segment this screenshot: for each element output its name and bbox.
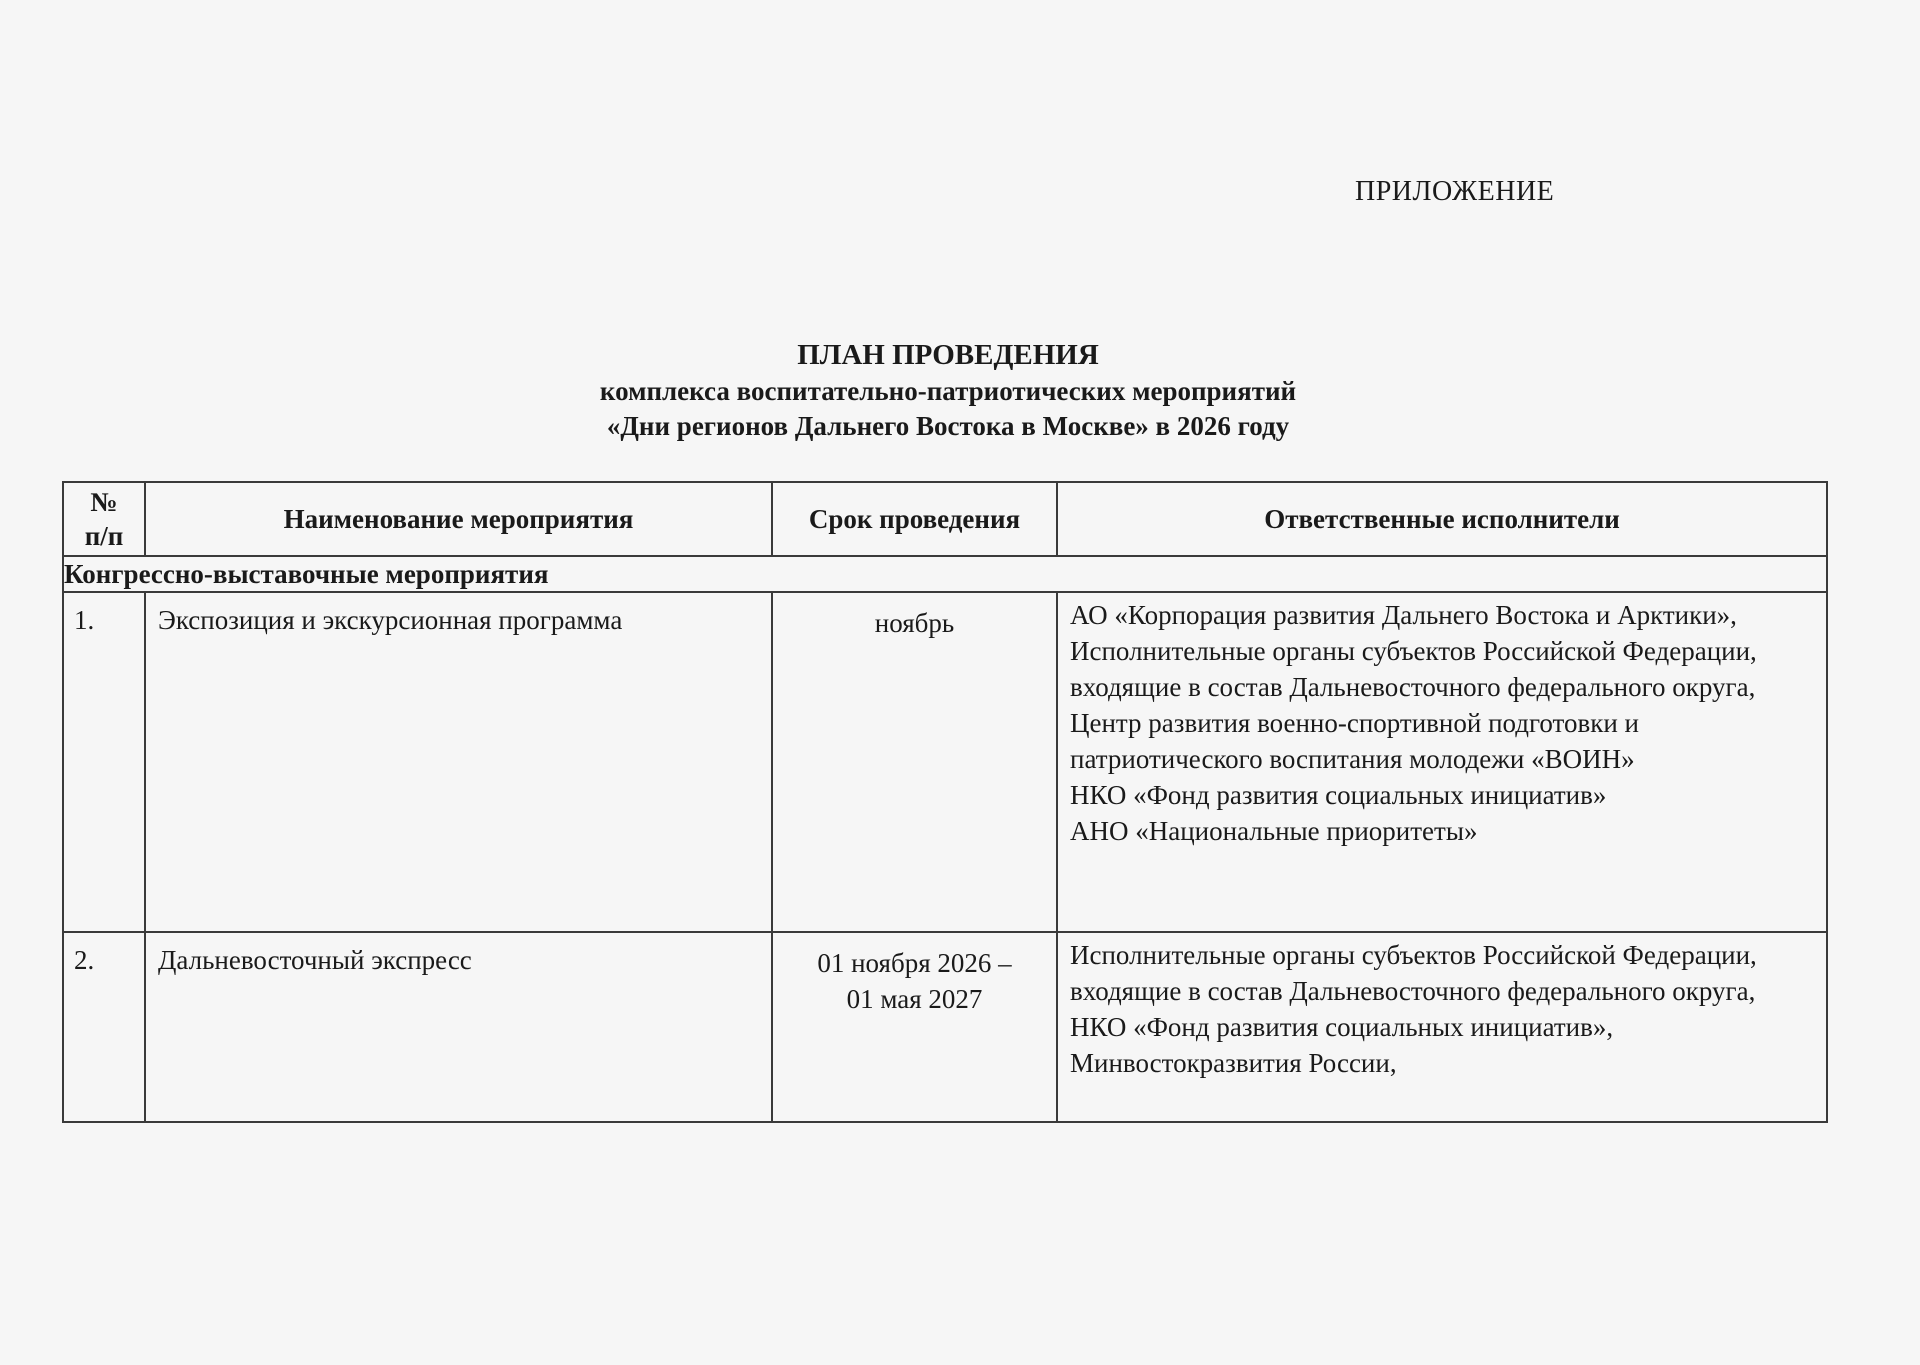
row-date: [772, 932, 1057, 1122]
header-num: [63, 482, 145, 556]
row-date: [772, 592, 1057, 932]
title-line-3: «Дни регионов Дальнего Востока в Москве» в 2026 году: [606, 411, 1290, 441]
header-num-line2: п/п: [84, 521, 124, 551]
header-responsible: Ответственные исполнители: [1057, 482, 1827, 556]
row-date-line2: 01 мая 2027: [846, 984, 983, 1014]
section-title: Конгрессно-выставочные мероприятия: [63, 556, 1827, 592]
events-table: [62, 481, 1828, 1123]
responsible-line: АО «Корпорация развития Дальнего Востока и Арктики»,: [1070, 600, 1737, 630]
row-num: 1.: [63, 592, 145, 932]
row-name: Дальневосточный экспресс: [145, 932, 772, 1122]
document-title: [0, 337, 1896, 444]
row-date-line1: 01 ноября 2026 –: [817, 948, 1012, 978]
row-responsible: [1057, 932, 1827, 1122]
title-line-2: комплекса воспитательно-патриотических мероприятий: [599, 376, 1297, 406]
responsible-line: Исполнительные органы субъектов Российской Федерации, входящие в состав Дальневосточного федерального округа,: [1070, 636, 1757, 702]
section-row: [63, 556, 1827, 592]
responsible-line: Исполнительные органы субъектов Российской Федерации, входящие в состав Дальневосточного федерального округа,: [1070, 940, 1757, 1006]
row-num: 2.: [63, 932, 145, 1122]
responsible-line: НКО «Фонд развития социальных инициатив»: [1070, 780, 1607, 810]
table-row: [63, 932, 1827, 1122]
row-responsible: [1057, 592, 1827, 932]
table-row: [63, 592, 1827, 932]
responsible-line: АНО «Национальные приоритеты»: [1070, 816, 1478, 846]
header-date: Срок проведения: [772, 482, 1057, 556]
row-date-line1: ноябрь: [874, 608, 955, 638]
header-name: Наименование мероприятия: [145, 482, 772, 556]
responsible-line: Центр развития военно-спортивной подготовки и патриотического воспитания молодежи «ВОИН»: [1070, 708, 1639, 774]
header-num-line1: №: [90, 487, 118, 517]
row-name: Экспозиция и экскурсионная программа: [145, 592, 772, 932]
table-header-row: [63, 482, 1827, 556]
appendix-label: ПРИЛОЖЕНИЕ: [1355, 176, 1555, 207]
responsible-line: НКО «Фонд развития социальных инициатив»,: [1070, 1012, 1614, 1042]
responsible-line: Минвостокразвития России,: [1070, 1048, 1397, 1078]
title-main: ПЛАН ПРОВЕДЕНИЯ: [797, 339, 1099, 371]
